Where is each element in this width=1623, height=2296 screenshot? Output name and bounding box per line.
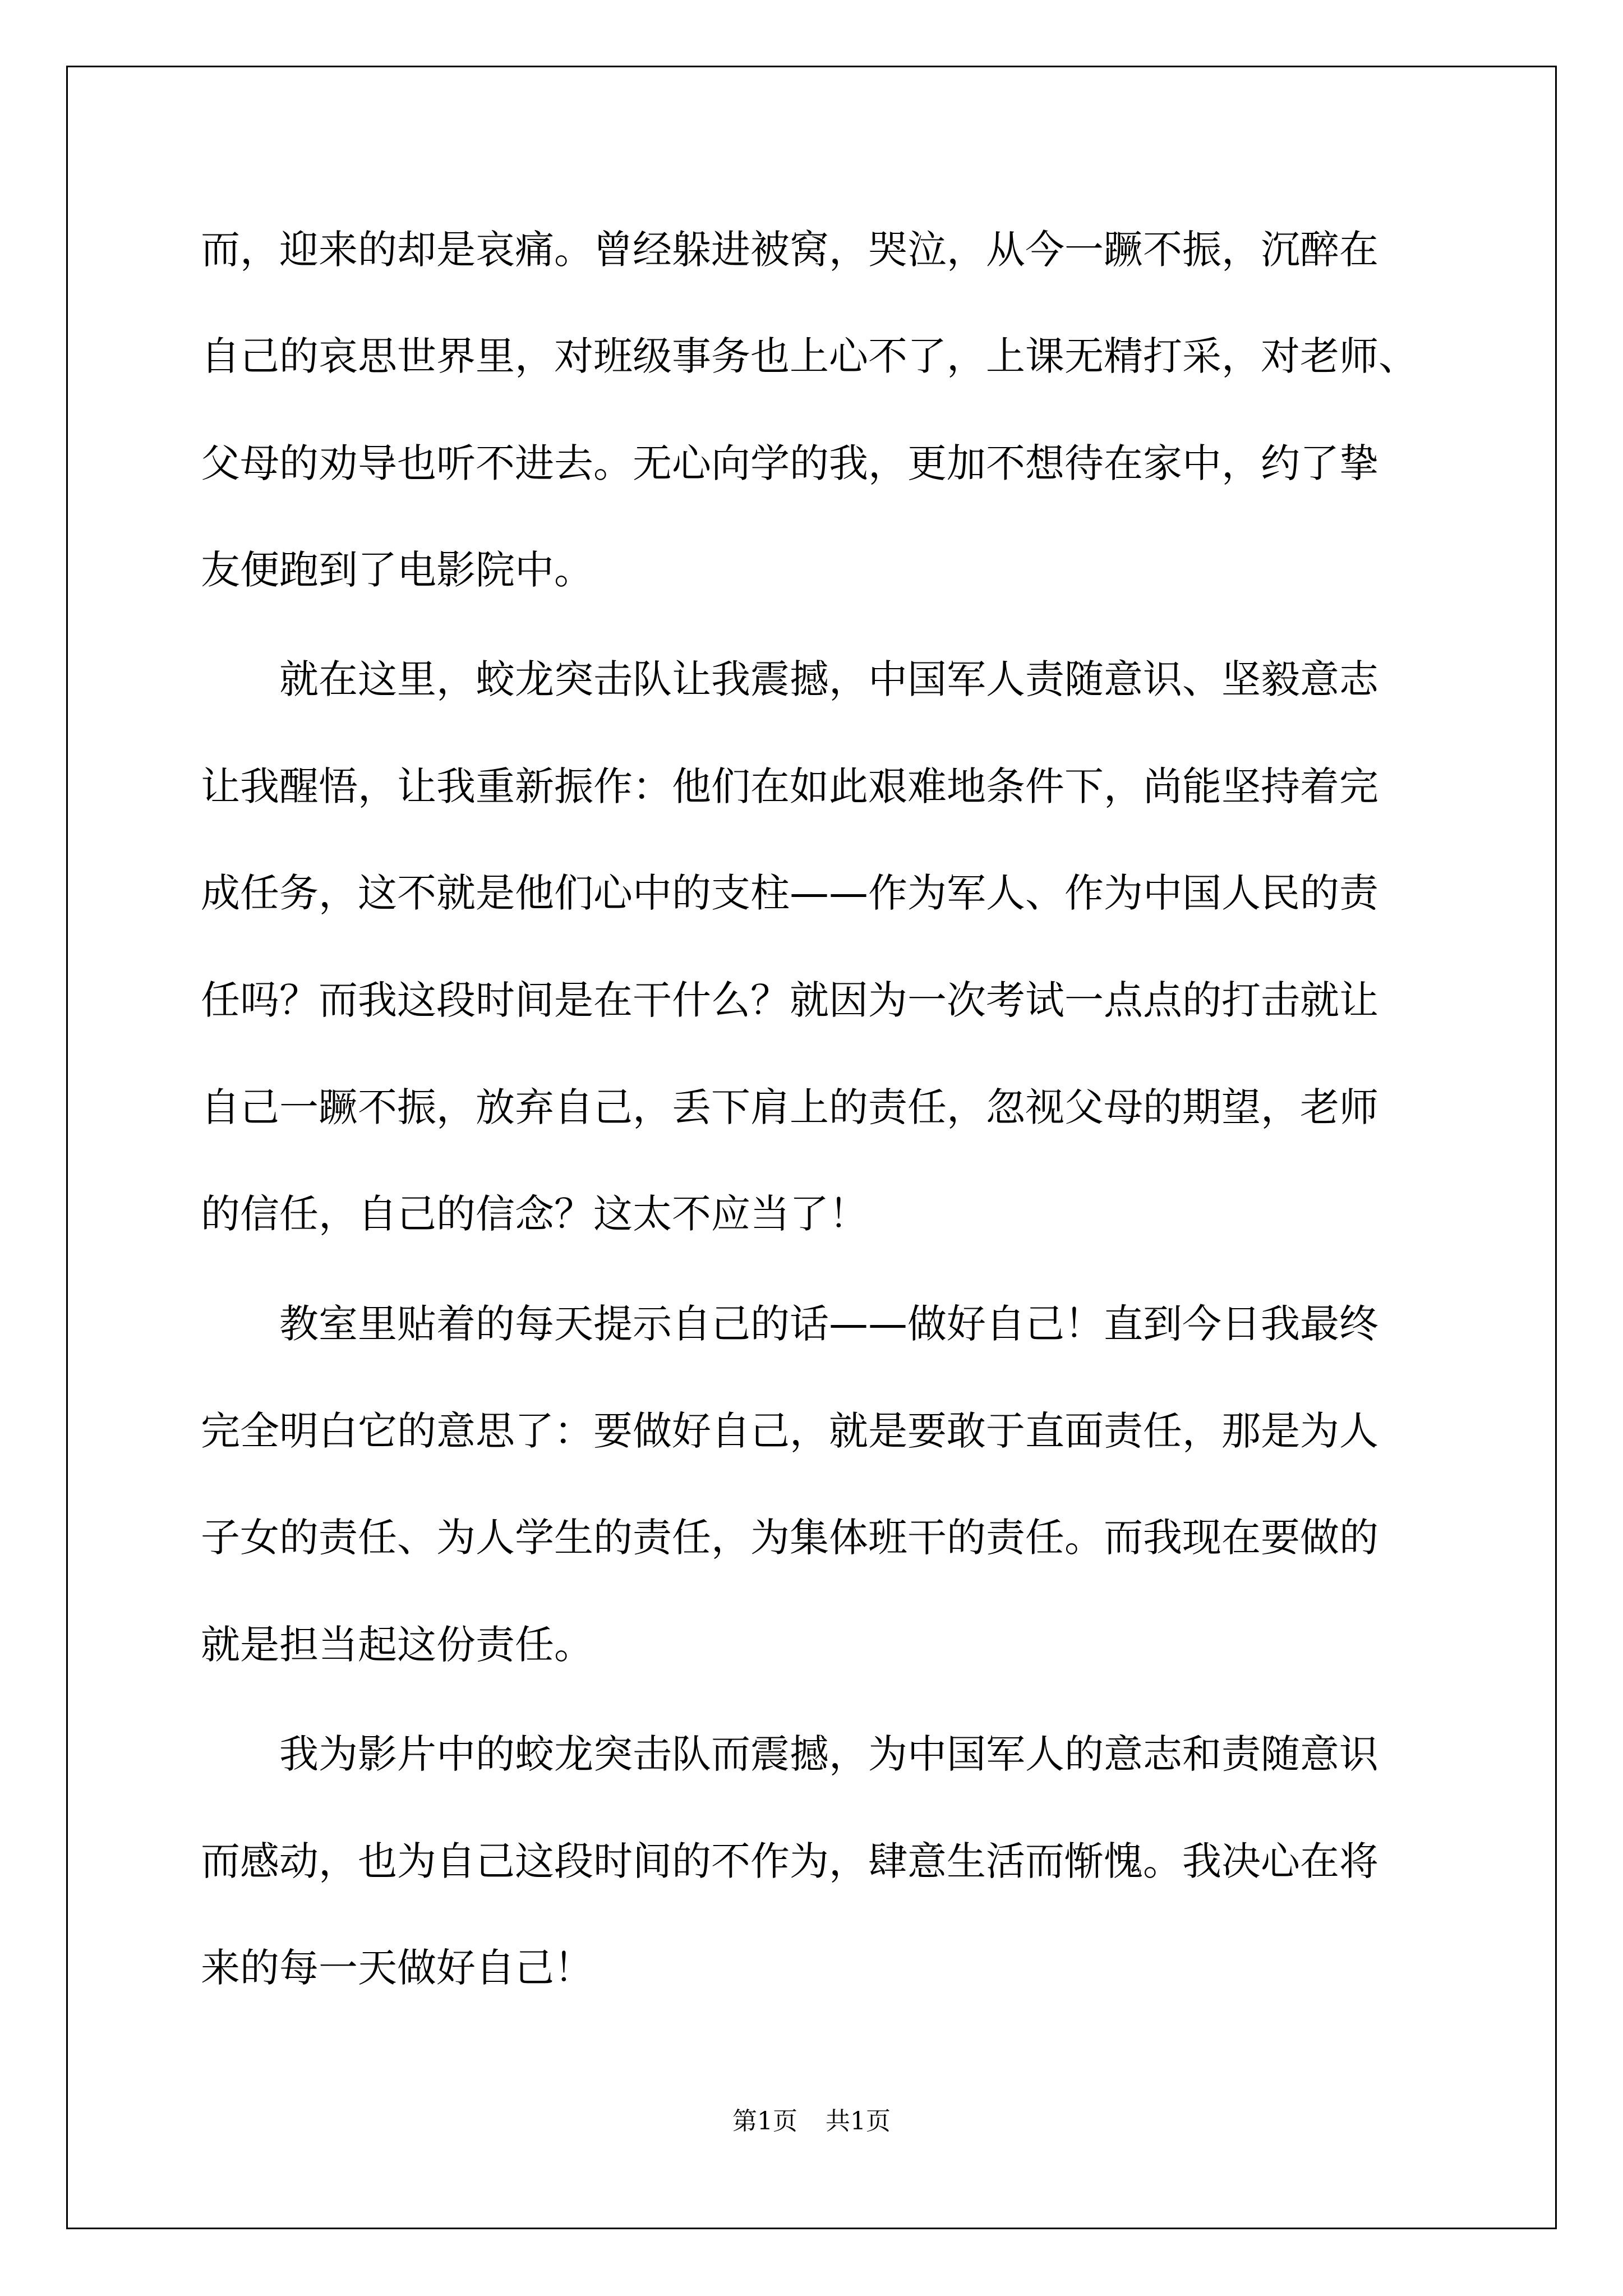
text-line: 来的每一天做好自己！ (201, 1945, 593, 1991)
text-line: 任吗？而我这段时间是在干什么？就因为一次考试一点点的打击就让 (201, 977, 1378, 1023)
text-line: 父母的劝导也听不进去。无心向学的我，更加不想待在家中，约了挚 (201, 440, 1378, 486)
text-line: 让我醒悟，让我重新振作：他们在如此艰难地条件下，尚能坚持着完 (201, 763, 1378, 809)
text-line: 而感动，也为自己这段时间的不作为，肆意生活而惭愧。我决心在将 (201, 1838, 1378, 1884)
page-number: 第1页 (732, 2107, 797, 2136)
text-line: 子女的责任、为人学生的责任，为集体班干的责任。而我现在要做的 (201, 1515, 1378, 1561)
text-line: 就是担当起这份责任。 (201, 1622, 593, 1668)
text-line: 自己一蹶不振，放弃自己，丢下肩上的责任，忽视父母的期望，老师 (201, 1084, 1378, 1130)
paragraph-first-line: 就在这里，蛟龙突击队让我震撼，中国军人责随意识、坚毅意志 (279, 656, 1378, 702)
paragraph-first-line: 我为影片中的蛟龙突击队而震撼，为中国军人的意志和责随意识 (279, 1731, 1378, 1777)
page-footer (0, 2105, 1623, 2138)
page-total: 共1页 (826, 2107, 891, 2136)
text-line: 而，迎来的却是哀痛。曾经躲进被窝，哭泣，从今一蹶不振，沉醉在 (201, 227, 1378, 273)
text-line: 的信任，自己的信念？这太不应当了！ (201, 1191, 868, 1237)
text-line: 成任务，这不就是他们心中的支柱——作为军人、作为中国人民的责 (201, 870, 1378, 916)
text-line: 完全明白它的意思了：要做好自己，就是要敢于直面责任，那是为人 (201, 1408, 1378, 1454)
paragraph-first-line: 教室里贴着的每天提示自己的话——做好自己！直到今日我最终 (279, 1301, 1378, 1347)
text-line: 友便跑到了电影院中。 (201, 547, 593, 593)
text-line: 自己的哀思世界里，对班级事务也上心不了，上课无精打采，对老师、 (201, 333, 1418, 379)
page-border (66, 66, 1557, 2229)
